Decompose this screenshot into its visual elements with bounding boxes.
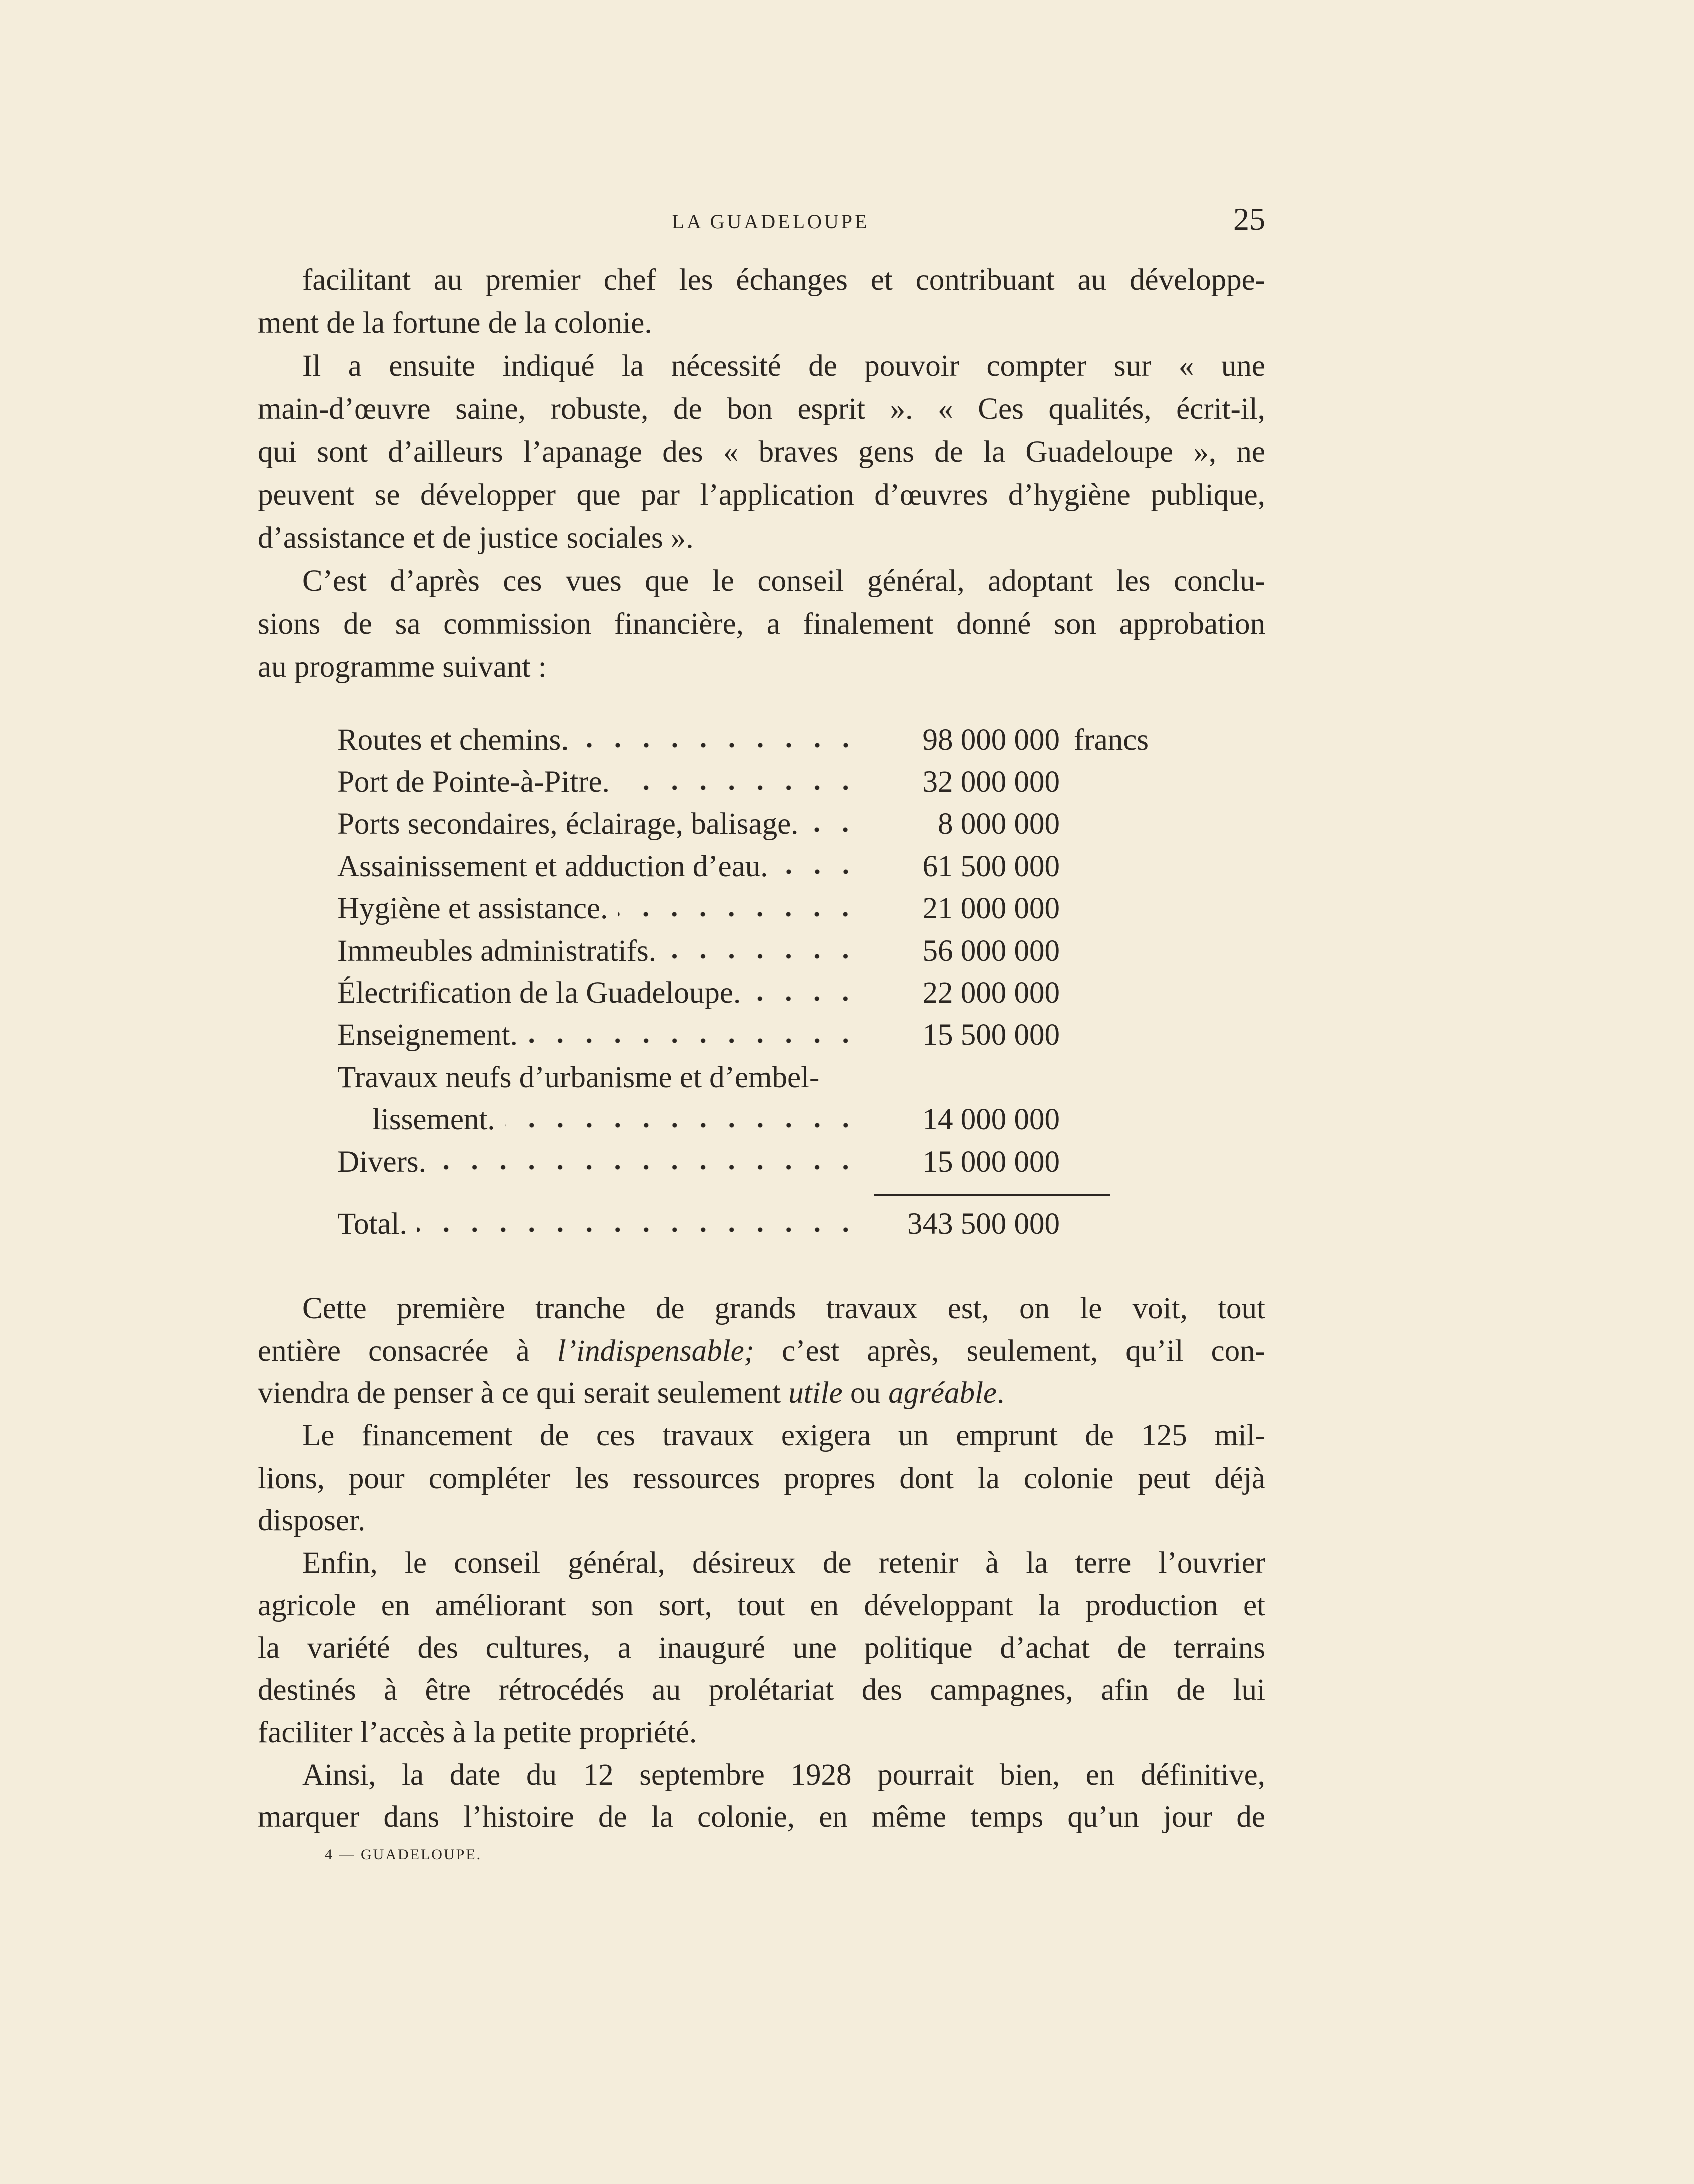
programme-row <box>337 888 1188 930</box>
paragraph <box>258 259 1265 345</box>
row-amount: 98 000 000 <box>922 722 1060 757</box>
italic-emphasis: l’indispensable; <box>557 1334 754 1368</box>
row-label-cell <box>337 718 875 761</box>
text-line: destinés à être rétrocédés au prolétariat des campagnes, afin de lui <box>258 1673 1265 1707</box>
unit-label: francs <box>1074 722 1149 757</box>
text-line: Le financement de ces travaux exigera un emprunt de 125 mil- <box>302 1419 1265 1453</box>
total-row <box>337 1203 1188 1245</box>
row-label-cell <box>337 803 875 845</box>
text-line: marquer dans l’histoire de la colonie, en même temps qu’un jour de <box>258 1800 1265 1834</box>
italic-emphasis: utile <box>788 1376 843 1410</box>
total-amount: 343 500 000 <box>907 1207 1060 1241</box>
paragraph <box>258 1415 1265 1542</box>
text-line: lions, pour compléter les ressources propres dont la colonie peut déjà <box>258 1461 1265 1495</box>
paragraph <box>258 345 1265 560</box>
row-label: Enseignement. <box>337 1018 518 1052</box>
total-label: Total. <box>337 1207 407 1241</box>
text-line: Il a ensuite indiqué la nécessité de pouvoir compter sur « une <box>302 349 1265 383</box>
row-label: Divers. <box>337 1145 426 1179</box>
row-label: Hygiène et assistance. <box>337 892 608 926</box>
paragraph <box>258 1754 1265 1839</box>
body-text-top <box>258 259 1265 689</box>
programme-table <box>337 718 1188 1245</box>
text-line: d’assistance et de justice sociales ». <box>258 521 694 555</box>
running-title: LA GUADELOUPE <box>672 210 870 233</box>
programme-row <box>337 718 1188 761</box>
text-line: disposer. <box>258 1504 366 1538</box>
row-amount: 22 000 000 <box>922 976 1060 1010</box>
paragraph <box>258 1542 1265 1754</box>
text-line: agricole en améliorant son sort, tout en développant la production et <box>258 1588 1265 1622</box>
dot-leader <box>751 994 860 1004</box>
row-amount: 15 000 000 <box>922 1145 1060 1179</box>
text-line: Enfin, le conseil général, désireux de retenir à la terre l’ouvrier <box>302 1546 1265 1580</box>
dot-leader <box>618 909 860 919</box>
row-label-cell <box>337 887 875 930</box>
row-label: Ports secondaires, éclairage, balisage. <box>337 807 799 841</box>
dot-leader <box>579 740 860 750</box>
row-label-cell <box>337 930 875 972</box>
row-label: Électrification de la Guadeloupe. <box>337 976 741 1010</box>
text-line: peuvent se développer que par l’application d’œuvres d’hygiène publique, <box>258 478 1265 512</box>
dot-leader <box>808 825 860 835</box>
row-label-cell <box>337 1014 875 1056</box>
total-label-cell <box>337 1203 875 1245</box>
signature-mark: 4 — GUADELOUPE. <box>325 1846 482 1863</box>
paragraph <box>258 1288 1265 1415</box>
dot-leader <box>436 1162 860 1172</box>
programme-row <box>337 845 1188 887</box>
dot-leader <box>417 1225 860 1235</box>
row-amount: 8 000 000 <box>938 807 1060 841</box>
programme-row <box>337 1141 1188 1183</box>
programme-row <box>337 930 1188 972</box>
paragraph <box>258 560 1265 689</box>
row-label-cell <box>337 972 875 1014</box>
row-label-cell <box>337 761 875 803</box>
row-label: lissement. <box>372 1103 495 1137</box>
row-amount: 61 500 000 <box>922 849 1060 883</box>
programme-row <box>337 1014 1188 1056</box>
row-amount: 21 000 000 <box>922 892 1060 926</box>
row-label: Assainissement et adduction d’eau. <box>337 849 768 883</box>
programme-row <box>337 803 1188 845</box>
row-label-cell <box>337 1098 875 1141</box>
text-line: qui sont d’ailleurs l’apanage des « braves gens de la Guadeloupe », ne <box>258 435 1265 469</box>
row-amount: 32 000 000 <box>922 765 1060 799</box>
programme-row <box>337 972 1188 1014</box>
row-label: Routes et chemins. <box>337 722 569 757</box>
programme-row <box>337 761 1188 803</box>
text-line: la variété des cultures, a inauguré une politique d’achat de terrains <box>258 1631 1265 1665</box>
text-line: au programme suivant : <box>258 650 547 684</box>
dot-leader <box>778 867 860 877</box>
row-label-cell <box>337 1141 875 1183</box>
total-rule <box>874 1194 1110 1196</box>
row-amount: 15 500 000 <box>922 1018 1060 1052</box>
programme-row <box>337 1056 1188 1098</box>
text-line: Ainsi, la date du 12 septembre 1928 pourrait bien, en définitive, <box>302 1758 1265 1792</box>
dot-leader <box>505 1120 860 1130</box>
text-line: main-d’œuvre saine, robuste, de bon esprit ». « Ces qualités, écrit-il, <box>258 392 1265 426</box>
row-label: Port de Pointe-à-Pitre. <box>337 765 610 799</box>
dot-leader <box>528 1036 860 1046</box>
dot-leader <box>620 783 860 793</box>
text-line: entière consacrée à l’indispensable; c’est après, seulement, qu’il con- <box>258 1334 1265 1368</box>
text-line: C’est d’après ces vues que le conseil général, adoptant les conclu- <box>302 564 1265 598</box>
page-number: 25 <box>1233 201 1265 237</box>
row-label-cell <box>337 845 875 888</box>
text-line: ment de la fortune de la colonie. <box>258 306 652 340</box>
row-label-cell <box>337 1056 875 1099</box>
row-label: Immeubles administratifs. <box>337 934 656 968</box>
row-amount: 14 000 000 <box>922 1103 1060 1137</box>
row-amount: 56 000 000 <box>922 934 1060 968</box>
programme-row <box>337 1099 1188 1141</box>
body-text-bottom <box>258 1288 1265 1839</box>
row-label: Travaux neufs d’urbanisme et d’embel- <box>337 1060 820 1094</box>
text-line: facilitant au premier chef les échanges et contribuant au développe- <box>302 263 1265 297</box>
text-line: faciliter l’accès à la petite propriété. <box>258 1715 697 1749</box>
italic-emphasis: agréable <box>888 1376 997 1410</box>
text-line: Cette première tranche de grands travaux est, on le voit, tout <box>302 1292 1265 1325</box>
text-line: viendra de penser à ce qui serait seulement utile ou agréable. <box>258 1376 1005 1410</box>
running-header <box>0 203 1694 238</box>
text-line: sions de sa commission financière, a finalement donné son approbation <box>258 607 1265 641</box>
dot-leader <box>666 951 860 961</box>
